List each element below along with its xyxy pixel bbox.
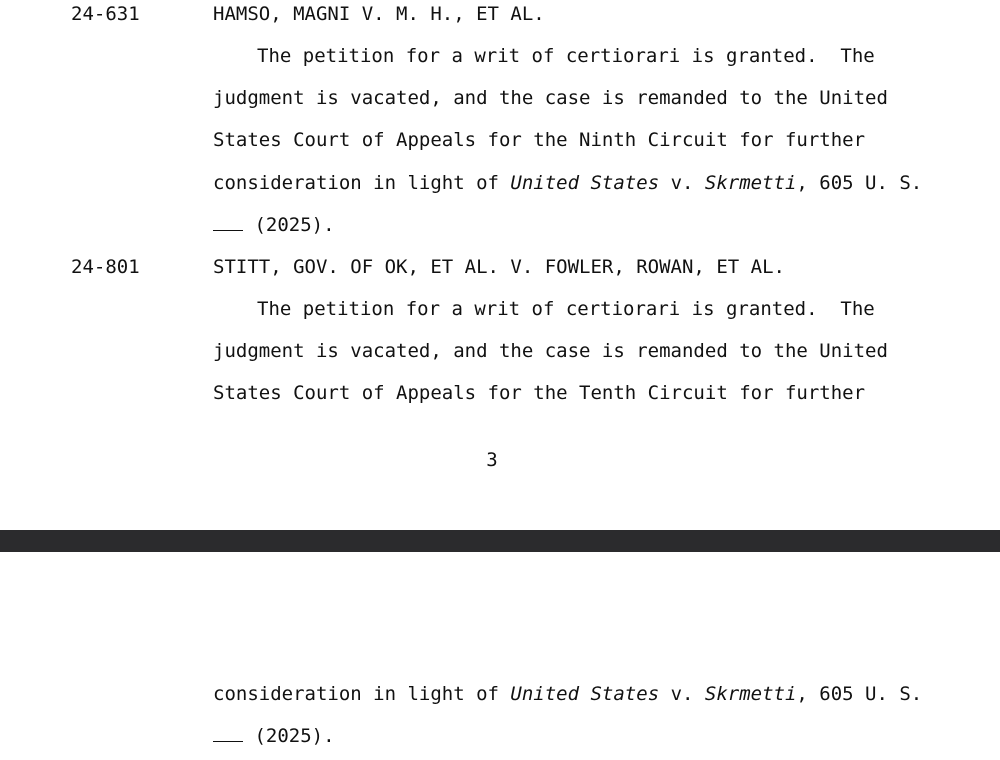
text-fragment: consideration in light of: [213, 683, 511, 705]
citation-page-blank: [213, 727, 243, 742]
order-text-line: judgment is vacated, and the case is remanded to the United: [213, 87, 888, 109]
citation-year: (2025).: [243, 725, 335, 747]
text-fragment: v.: [659, 172, 705, 194]
page-separator: [0, 530, 1000, 552]
order-text-line: The petition for a writ of certiorari is granted. The: [257, 298, 875, 320]
case-caption: STITT, GOV. OF OK, ET AL. V. FOWLER, ROWAN, ET AL.: [213, 256, 785, 278]
case-citation-name: Skrmetti: [704, 683, 797, 705]
docket-number: 24-801: [71, 256, 140, 278]
docket-number: 24-631: [71, 3, 140, 25]
citation-year-line: [213, 725, 335, 747]
text-fragment: consideration in light of: [213, 172, 511, 194]
citation-year: (2025).: [243, 214, 335, 236]
text-fragment: , 605 U. S.: [796, 172, 923, 194]
citation-page-blank: [213, 216, 243, 231]
order-text-line: [213, 172, 922, 194]
case-citation-name: United States: [510, 683, 660, 705]
order-text-line: States Court of Appeals for the Ninth Circuit for further: [213, 129, 866, 151]
page-number: 3: [486, 449, 498, 471]
text-fragment: , 605 U. S.: [796, 683, 923, 705]
text-fragment: v.: [659, 683, 705, 705]
citation-year-line: [213, 214, 335, 236]
document-page-4: [0, 552, 1000, 760]
order-text-line: [213, 683, 922, 705]
case-citation-name: Skrmetti: [704, 172, 797, 194]
case-caption: HAMSO, MAGNI V. M. H., ET AL.: [213, 3, 545, 25]
order-text-line: judgment is vacated, and the case is remanded to the United: [213, 340, 888, 362]
case-citation-name: United States: [510, 172, 660, 194]
order-text-line: The petition for a writ of certiorari is granted. The: [257, 45, 875, 67]
order-text-line: States Court of Appeals for the Tenth Circuit for further: [213, 382, 866, 404]
